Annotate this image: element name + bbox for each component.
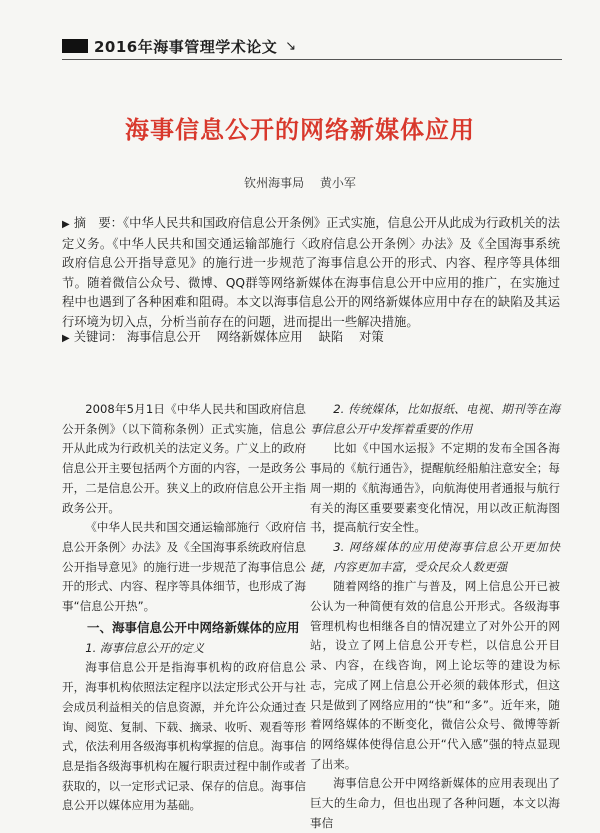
triangle-bullet-icon: ▶ [62,219,70,230]
header-divider [62,59,562,60]
author-line [0,174,600,191]
author-name: 黄小军 [319,176,356,190]
keyword-list [127,330,396,344]
keyword: 对策 [359,330,384,344]
subsection-heading: 1. 海事信息公开的定义 [85,640,205,655]
running-header [62,36,296,56]
keywords-label: 关键词： [73,330,123,344]
author-org: 钦州海事局 [244,176,305,190]
subsection-heading: 3. 网络媒体的应用使海事信息公开更加快捷，内容更加丰富，受众民众人数更强 [310,539,560,574]
paragraph: 比如《中国水运报》不定期的发布全国各海事局的《航行通告》，提醒航经船舶注意安全；每周一期的《航海通告》，向航海使用者通报与航行有关的海区重要要素变化情况，用以改正航海图书，提高航行安全性。 [310,441,560,535]
paragraph: 海事信息公开中网络新媒体的应用表现出了巨大的生命力，但也出现了各种问题，本文以海事信 [310,776,560,830]
keyword: 缺陷 [318,330,344,344]
keyword: 海事信息公开 [126,330,201,344]
paragraph: 随着网络的推广与普及，网上信息公开已被公认为一种简便有效的信息公开形式。各级海事管理机构也相继各自的情况建立了对外公开的网站，设立了网上信息公开专栏，以信息公开目录、内容，在线咨询，网上论坛等的建设为标志，完成了网上信息公开必须的载体形式，但这只是做到了网络应用的“快”和“多”。近年来，随着网络媒体的不断变化，微信公众号、微博等新的网络媒体使得信息公开“代入感”强的特点显现了出来。 [310,579,560,771]
triangle-bullet-icon: ▶ [62,333,70,344]
subsection-heading: 2. 传统媒体，比如报纸、电视、期刊等在海事信息公开中发挥着重要的作用 [310,402,560,436]
keywords [62,328,560,348]
paragraph: 《中华人民共和国交通运输部施行〈政府信息公开条例〉办法》及《全国海事系统政府信息公开指导意见》的施行进一步规范了海事信息公开的形式、内容、程序等具体细节，也形成了海事“信息公开热”。 [62,520,306,614]
section-heading: 一、海事信息公开中网络新媒体的应用 [87,619,300,635]
abstract-text: 《中华人民共和国政府信息公开条例》正式实施，信息公开从此成为行政机关的法定义务。《中华人民共和国交通运输部施行〈政府信息公开条例〉办法》及《全国海事系统政府信息公开指导意见》的施行进一步规范了海事信息公开的形式、内容、程序等具体细节。随着微信公众号、微博、QQ群等网络新媒体在海事信息公开中应用的推广，在实施过程中也遇到了各种困难和阻碍。本文以海事信息公开的网络新媒体应用中存在的缺陷及其运行环境为切入点，分析当前存在的问题，进而提出一些解决措施。 [62,216,560,329]
abstract [62,214,560,332]
journal-title: 2016年海事管理学术论文 [94,37,278,56]
abstract-label: 摘 要： [73,216,123,230]
right-column [310,400,560,833]
paragraph: 2008年5月1日《中华人民共和国政府信息公开条例》（以下简称条例）正式实施，信息公开从此成为行政机关的法定义务。广义上的政府信息公开主要包括两个方面的内容，一是政务公开，二是信息公开。狭义上的政府信息公开主指政务公开。 [62,402,306,515]
left-column [62,400,306,816]
header-black-bar [62,39,88,53]
keyword: 网络新媒体应用 [216,330,303,344]
header-arrow-icon: ↘ [285,38,297,54]
article-title: 海事信息公开的网络新媒体应用 [125,116,475,144]
paragraph: 海事信息公开是指海事机构的政府信息公开，海事机构依照法定程序以法定形式公开与社会成员利益相关的信息资源，并允许公众通过查询、阅览、复制、下载、摘录、收听、观看等形式，依法利用各级海事机构掌握的信息。海事信息是指各级海事机构在履行职责过程中制作或者获取的，以一定形式记录、保存的信息。海事信息公开以媒体应用为基础。 [62,660,306,813]
